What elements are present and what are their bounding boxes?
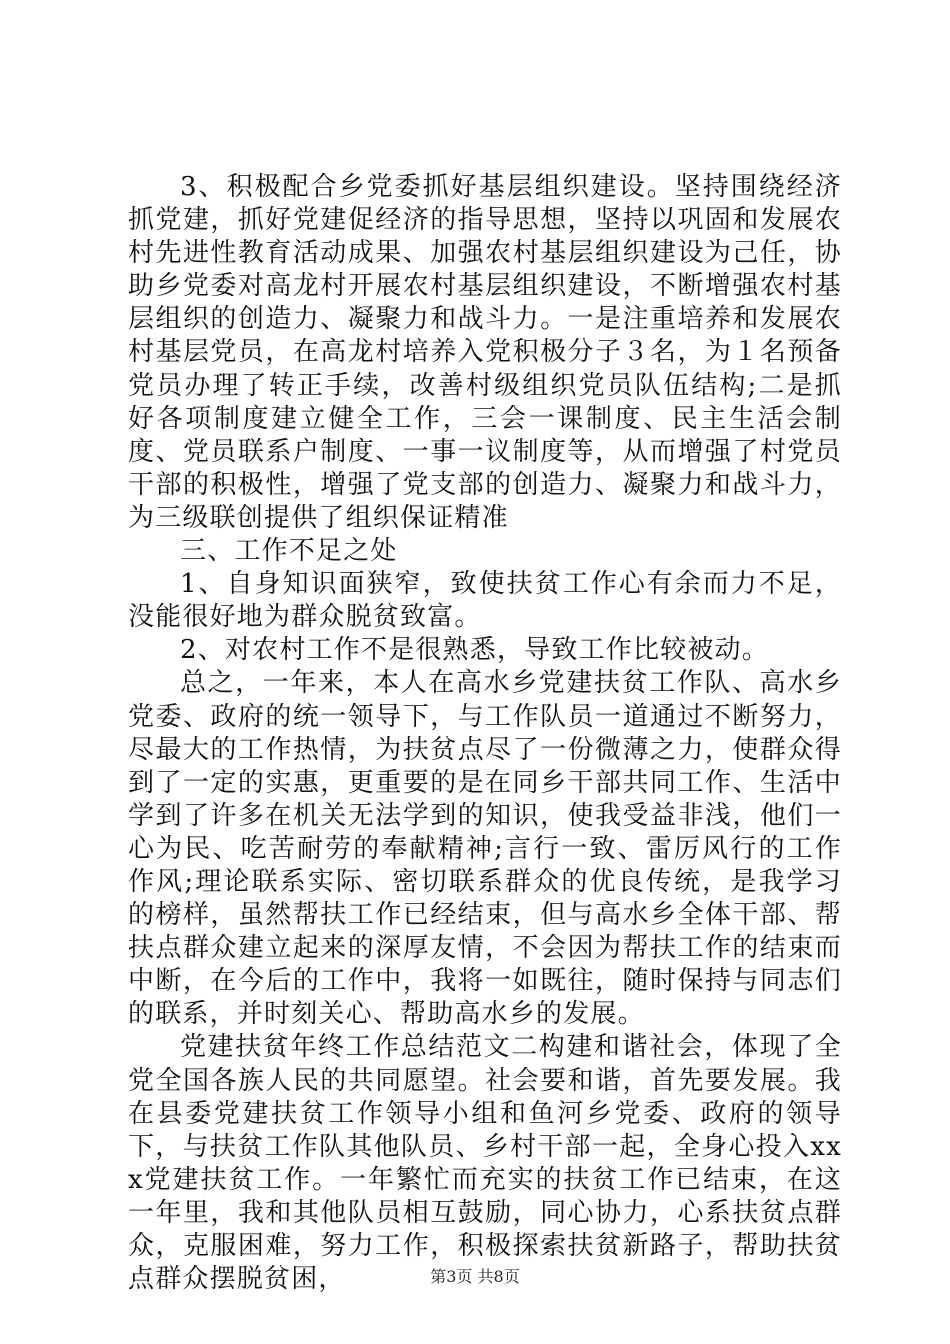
- section-heading-shortcomings: 三、工作不足之处: [180, 536, 398, 567]
- paragraph-org-building: 3、积极配合乡党委抓好基层组织建设。坚持围绕经济抓党建，抓好党建促经济的指导思想，坚持以巩固和发展农村先进性教育活动成果、加强农村基层组织建设为己任，协助乡党委对高龙村开展农村基层组织建设，不断增强农村基层组织的创造力、凝聚力和战斗力。一是注重培养和发展农村基层党员，在高龙村培养入党积极分子３名，为１名预备党员办理了转正手续，改善村级组织党员队伍结构;二是抓好各项制度建立健全工作，三会一课制度、民主生活会制度、党员联系户制度、一事一议制度等，从而增强了村党员干部的积极性，增强了党支部的创造力、凝聚力和战斗力，为三级联创提供了组织保证精准: [128, 172, 842, 533]
- paragraph-sample-two: 党建扶贫年终工作总结范文二构建和谐社会，体现了全党全国各族人民的共同愿望。社会要和谐，首先要发展。我在县委党建扶贫工作领导小组和鱼河乡党委、政府的领导下，与扶贫工作队其他队员、乡村干部一起，全身心投入xxx党建扶贫工作。一年繁忙而充实的扶贫工作已结束，在这一年里，我和其他队员相互鼓励，同心协力，心系扶贫点群众，克服困难，努力工作，积极探索扶贫新路子，帮助扶贫点群众摆脱贫困，: [128, 1032, 842, 1295]
- paragraph-shortcoming-2: 2、对农村工作不是很熟悉，导致工作比较被动。: [180, 635, 769, 666]
- paragraph-shortcoming-1: 1、自身知识面狭窄，致使扶贫工作心有余而力不足，没能很好地为群众脱贫致富。: [128, 569, 842, 633]
- paragraph-summary: 总之，一年来，本人在高水乡党建扶贫工作队、高水乡党委、政府的统一领导下，与工作队员一道通过不断努力，尽最大的工作热情，为扶贫点尽了一份微薄之力，使群众得到了一定的实惠，更重要的是在同乡干部共同工作、生活中学到了许多在机关无法学到的知识，使我受益非浅，他们一心为民、吃苦耐劳的奉献精神;言行一致、雷厉风行的工作作风;理论联系实际、密切联系群众的优良传统，是我学习的榜样，虽然帮扶工作已经结束，但与高水乡全体干部、帮扶点群众建立起来的深厚友情，不会因为帮扶工作的结束而中断，在今后的工作中，我将一如既往，随时保持与同志们的联系，并时刻关心、帮助高水乡的发展。: [128, 668, 842, 1030]
- page-number-footer: 第3页 共8页: [430, 1267, 520, 1286]
- document-body: [128, 171, 842, 1296]
